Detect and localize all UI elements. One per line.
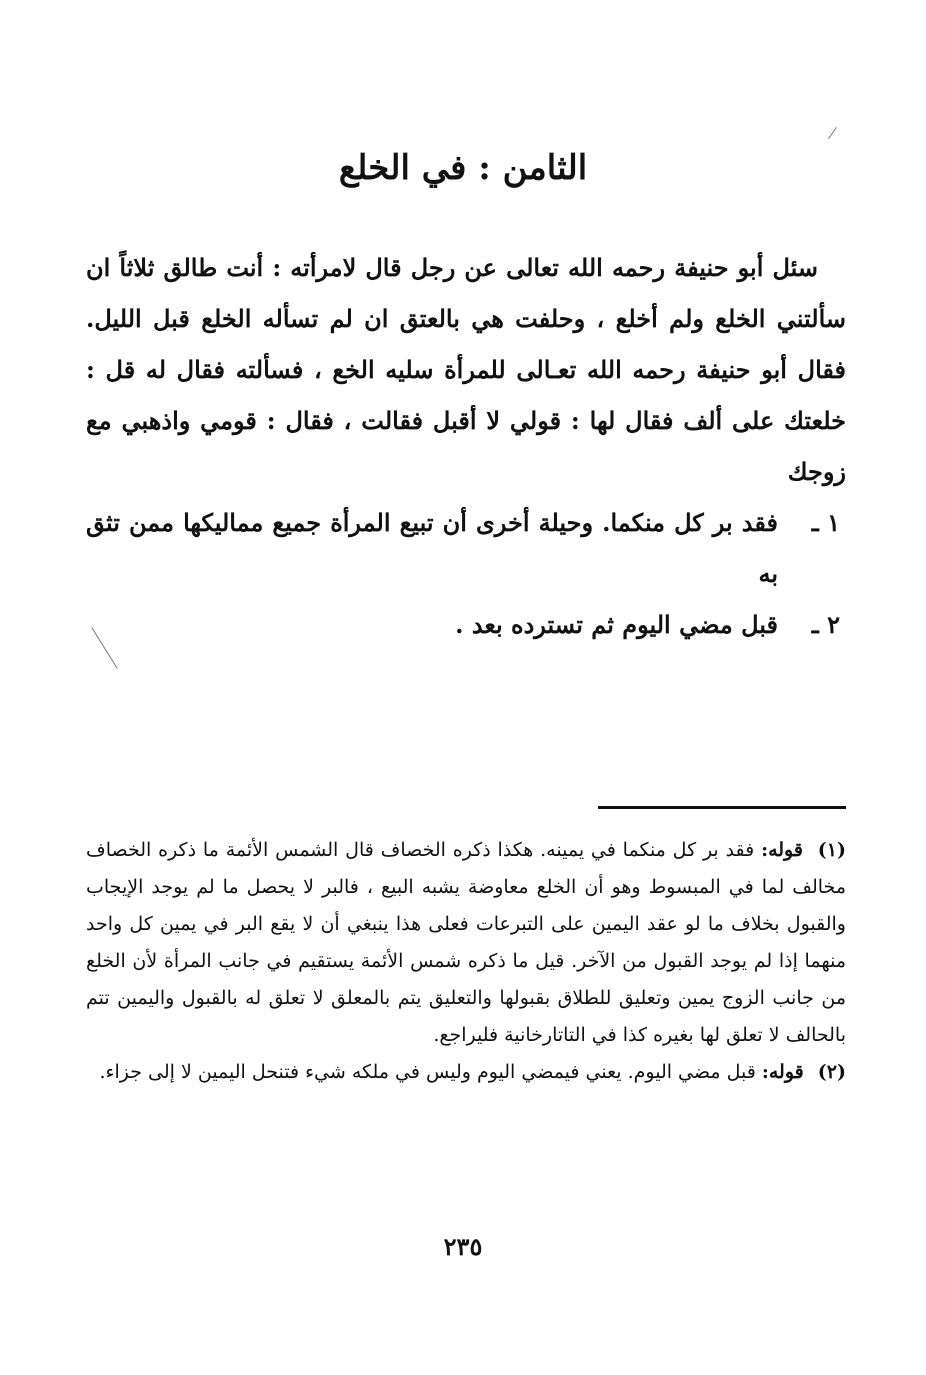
list-item-number: ١ ـ bbox=[811, 508, 840, 537]
list-item bbox=[86, 497, 846, 599]
paragraph: سئل أبو حنيفة رحمه الله تعالى عن رجل قال لامرأته : أنت طالق ثلاثاً ان سألتني الخلع ولم أخلع ، وحلفت هي بالعتق ان لم تسأله الخلع قبل الليل. فقال أبو حنيفة رحمه الله تعـالى للمرأة سليه الخع ، فسألته فقال له قل : خلعتك على ألف فقال لها : قولي لا أقبل فقالت ، فقال : قومي واذهبي مع زوجك bbox=[86, 253, 846, 486]
footnote-lemma: قوله: bbox=[761, 839, 803, 861]
main-text bbox=[86, 242, 846, 650]
list-item bbox=[86, 599, 846, 650]
footnotes bbox=[86, 832, 846, 1091]
page-title: الثامن : في الخلع bbox=[338, 148, 588, 188]
list-item-text: فقد بر كل منكما. وحيلة أخرى أن تبيع المرأة جميع مماليكها ممن تثق به bbox=[86, 508, 778, 588]
footnote-number: (١) bbox=[817, 839, 847, 861]
footnote-lemma: قوله: bbox=[761, 1061, 804, 1083]
footnote-number: (٢) bbox=[817, 1061, 846, 1083]
list-item-number: ٢ ـ bbox=[811, 610, 840, 639]
footnote-separator bbox=[598, 806, 846, 809]
footnote bbox=[86, 832, 846, 1054]
footnote-text: قبل مضي اليوم. يعني فيمضي اليوم وليس في ملكه شيء فتنحل اليمين لا إلى جزاء. bbox=[99, 1061, 756, 1083]
page-number: ٢٣٥ bbox=[443, 1232, 483, 1261]
list-item-text: قبل مضي اليوم ثم تسترده بعد . bbox=[455, 610, 778, 639]
stray-mark-top bbox=[828, 127, 837, 139]
footnote bbox=[86, 1054, 846, 1091]
footnote-text: فقد بر كل منكما في يمينه. هكذا ذكره الخصاف قال الشمس الأئمة ما ذكره الخصاف مخالف لما في المبسوط وهو أن الخلع معاوضة يشبه البيع ، فالبر لا يحصل ما لم يوجد الإيجاب والقبول بخلاف ما لو عقد اليمين على التبرعات فعلى هذا ينبغي أن لا يقع البر في يمين كل واحد منهما إذا لم يوجد القبول من الآخر. قيل ما ذكره شمس الأئمة يستقيم في جانب المرأة لأن الخلع من جانب الزوج يمين وتعليق للطلاق بقبولها والتعليق يتم بالمعلق لا تعلق له بالقبول واليمين تتم بالحالف لا تعلق لها بغيره كذا في التاتارخانية فليراجع. bbox=[86, 839, 846, 1046]
